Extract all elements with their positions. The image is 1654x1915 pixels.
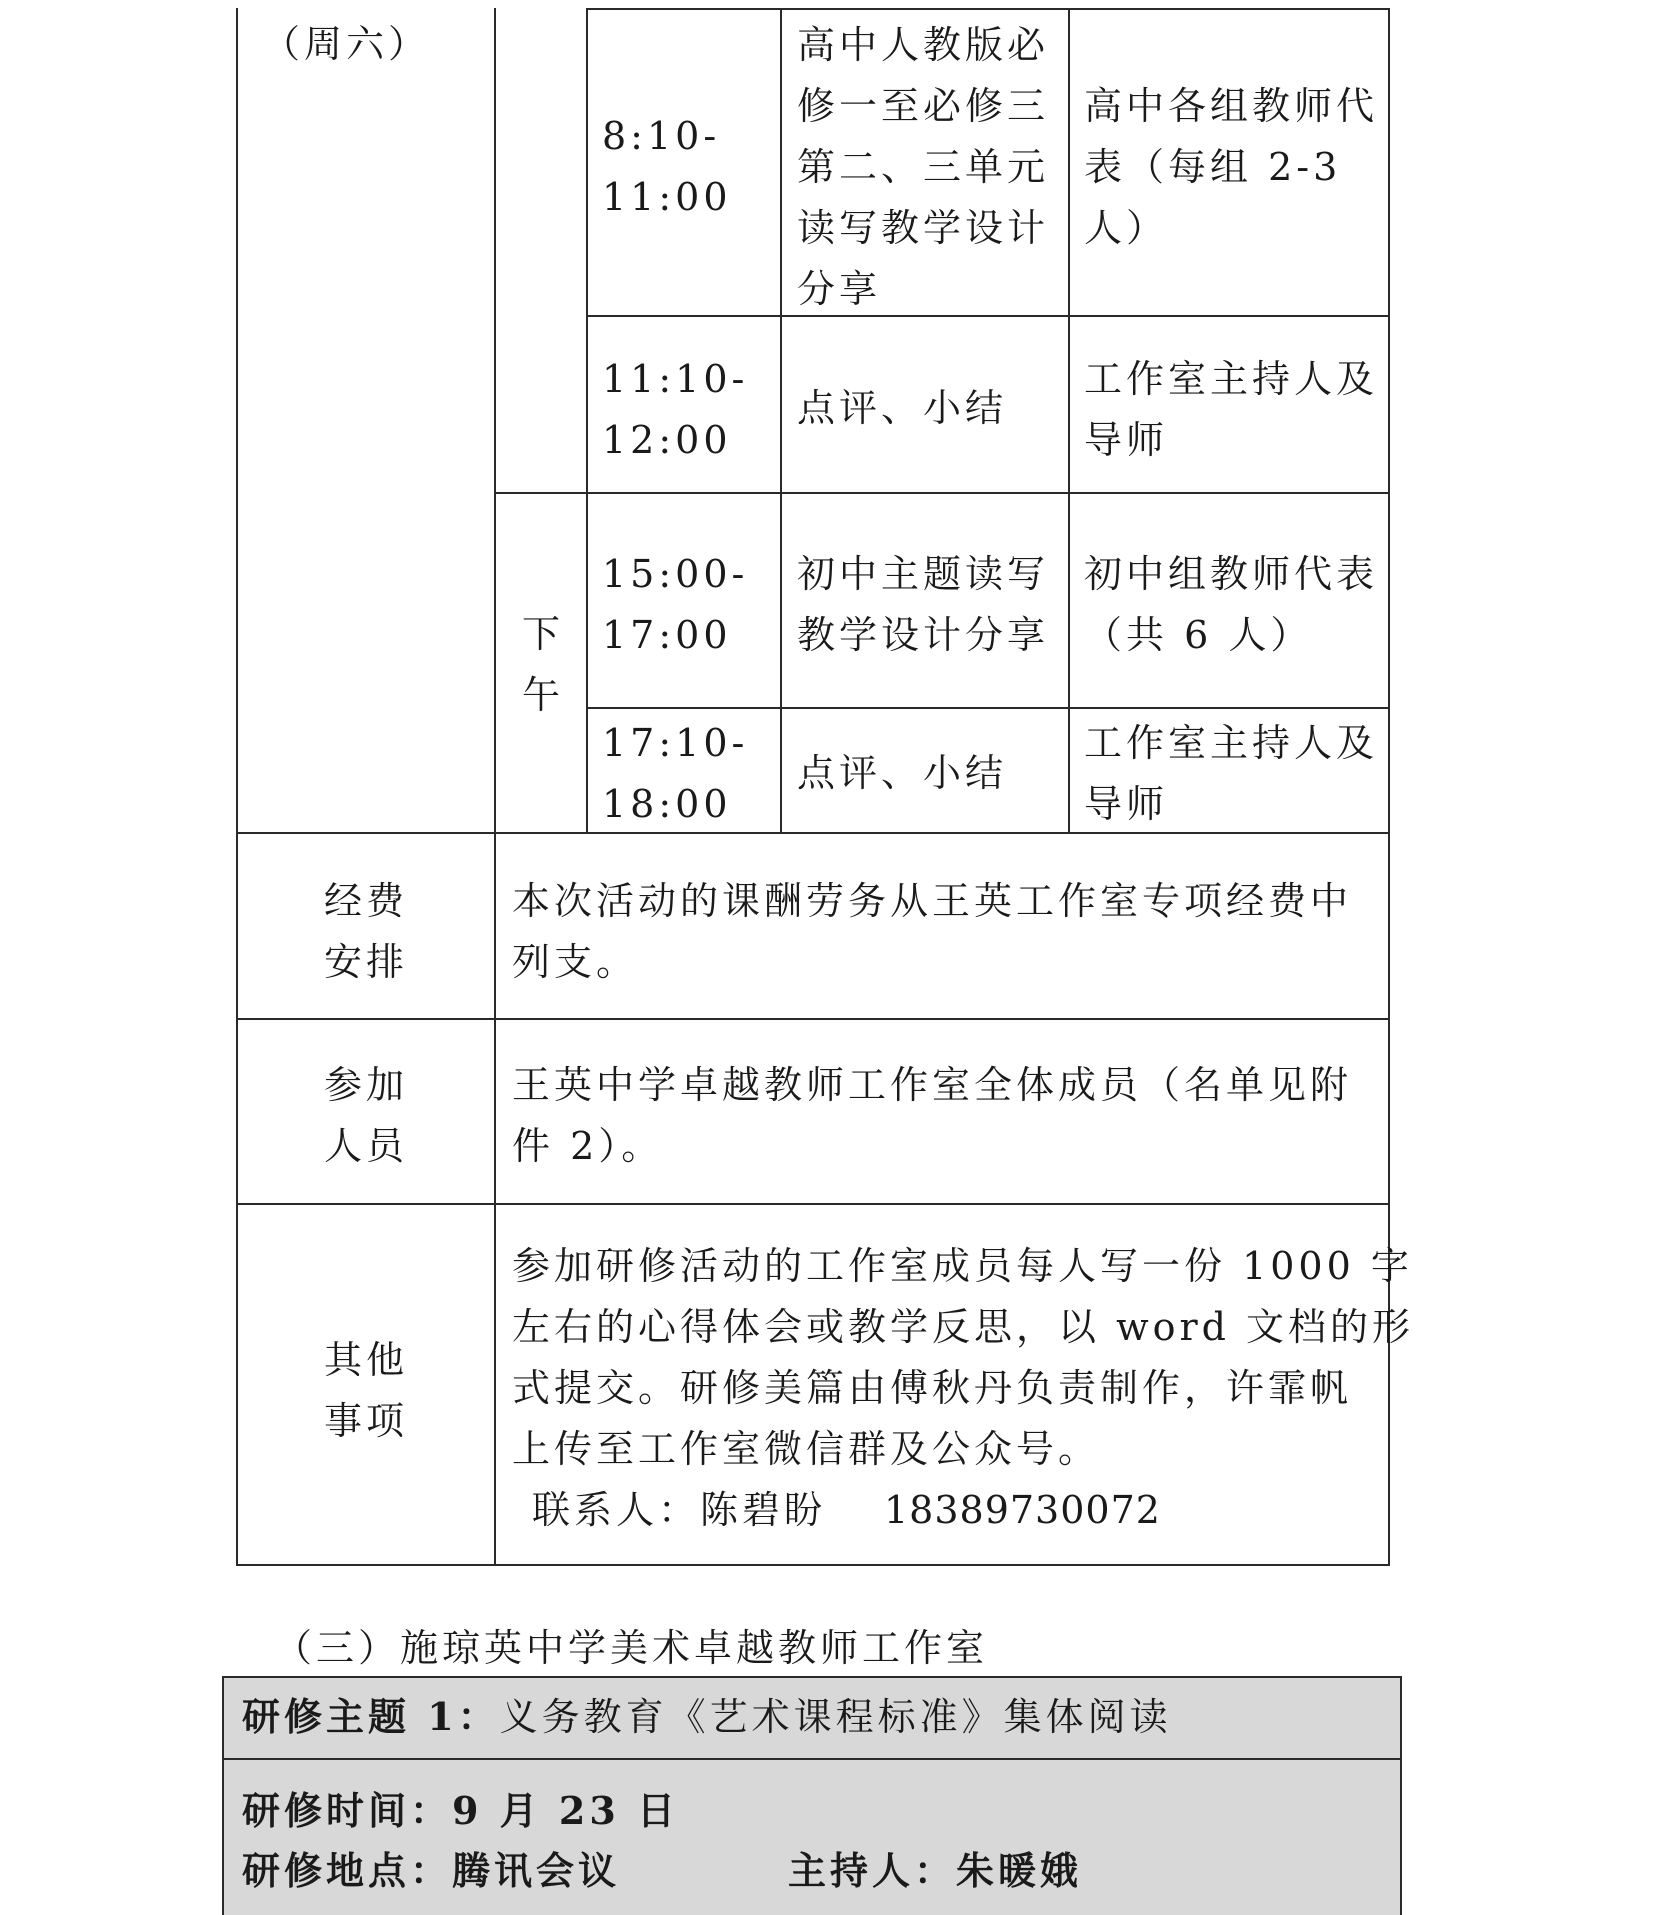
time-row	[242, 1780, 679, 1841]
time-label: 研修时间：	[242, 1788, 453, 1833]
time-start: 15:00-	[602, 552, 749, 596]
content-line: 点评、小结	[797, 386, 1008, 430]
content-line: 修一至必修三	[797, 84, 1050, 128]
info-text: 件 2）。	[512, 1124, 664, 1168]
presenter-line: 导师	[1084, 418, 1169, 462]
presenter-line: 初中组教师代表	[1084, 552, 1379, 596]
host-row	[788, 1840, 1082, 1901]
time-end: 11:00	[602, 175, 732, 219]
time-end: 12:00	[602, 418, 732, 462]
time-start: 11:10-	[602, 357, 749, 401]
info-label: 经费	[324, 879, 409, 923]
content-line: 分享	[797, 267, 882, 311]
presenter-line: 高中各组教师代	[1084, 84, 1379, 128]
info-text: 本次活动的课酬劳务从王英工作室专项经费中	[512, 879, 1353, 923]
info-text: 王英中学卓越教师工作室全体成员（名单见附	[512, 1063, 1353, 1107]
time-value: 9 月 23 日	[452, 1788, 680, 1833]
presenter-line: 工作室主持人及	[1084, 721, 1379, 765]
content-line: 第二、三单元	[797, 145, 1050, 189]
presenter-line: 导师	[1084, 782, 1169, 826]
presenter-line: 工作室主持人及	[1084, 357, 1379, 401]
presenter-line: 人）	[1084, 206, 1169, 250]
info-text: 式提交。研修美篇由傅秋丹负责制作，许霏帆	[512, 1366, 1353, 1410]
time-end: 18:00	[602, 782, 732, 826]
presenter-line: （共 6 人）	[1084, 613, 1313, 657]
content-line: 高中人教版必	[797, 23, 1050, 67]
afternoon-label-2: 午	[522, 673, 565, 717]
time-end: 17:00	[602, 613, 732, 657]
section-heading: （三）施琼英中学美术卓越教师工作室	[274, 1626, 989, 1670]
info-label: 其他	[324, 1338, 409, 1382]
info-label: 参加	[324, 1063, 409, 1107]
place-value: 腾讯会议	[452, 1848, 621, 1893]
info-text: 上传至工作室微信群及公众号。	[512, 1427, 1101, 1471]
info-text: 参加研修活动的工作室成员每人写一份 1000 字	[512, 1244, 1413, 1288]
content-line: 教学设计分享	[797, 613, 1050, 657]
afternoon-label-1: 下	[522, 612, 565, 656]
content-line: 点评、小结	[797, 751, 1008, 795]
host-value: 朱暖娥	[956, 1848, 1083, 1893]
presenter-line: 表（每组 2-3	[1084, 145, 1342, 189]
topic-label: 研修主题 1：	[242, 1694, 500, 1739]
content-line: 读写教学设计	[797, 206, 1050, 250]
info-text: 列支。	[512, 940, 639, 984]
place-row	[242, 1840, 620, 1901]
info-label: 安排	[324, 940, 409, 984]
topic-row	[242, 1686, 1172, 1748]
contact-phone: 18389730072	[884, 1488, 1161, 1532]
time-start: 17:10-	[602, 721, 749, 765]
time-start: 8:10-	[602, 114, 721, 158]
day-label: （周六）	[262, 22, 431, 66]
content-line: 初中主题读写	[797, 552, 1050, 596]
info-label: 事项	[324, 1399, 409, 1443]
host-label: 主持人：	[788, 1848, 957, 1893]
topic-value: 义务教育《艺术课程标准》集体阅读	[499, 1695, 1172, 1739]
info-text: 左右的心得体会或教学反思，以 word 文档的形	[512, 1305, 1415, 1349]
place-label: 研修地点：	[242, 1848, 453, 1893]
contact-label: 联系人：陈碧盼	[532, 1488, 827, 1532]
info-label: 人员	[324, 1124, 409, 1168]
